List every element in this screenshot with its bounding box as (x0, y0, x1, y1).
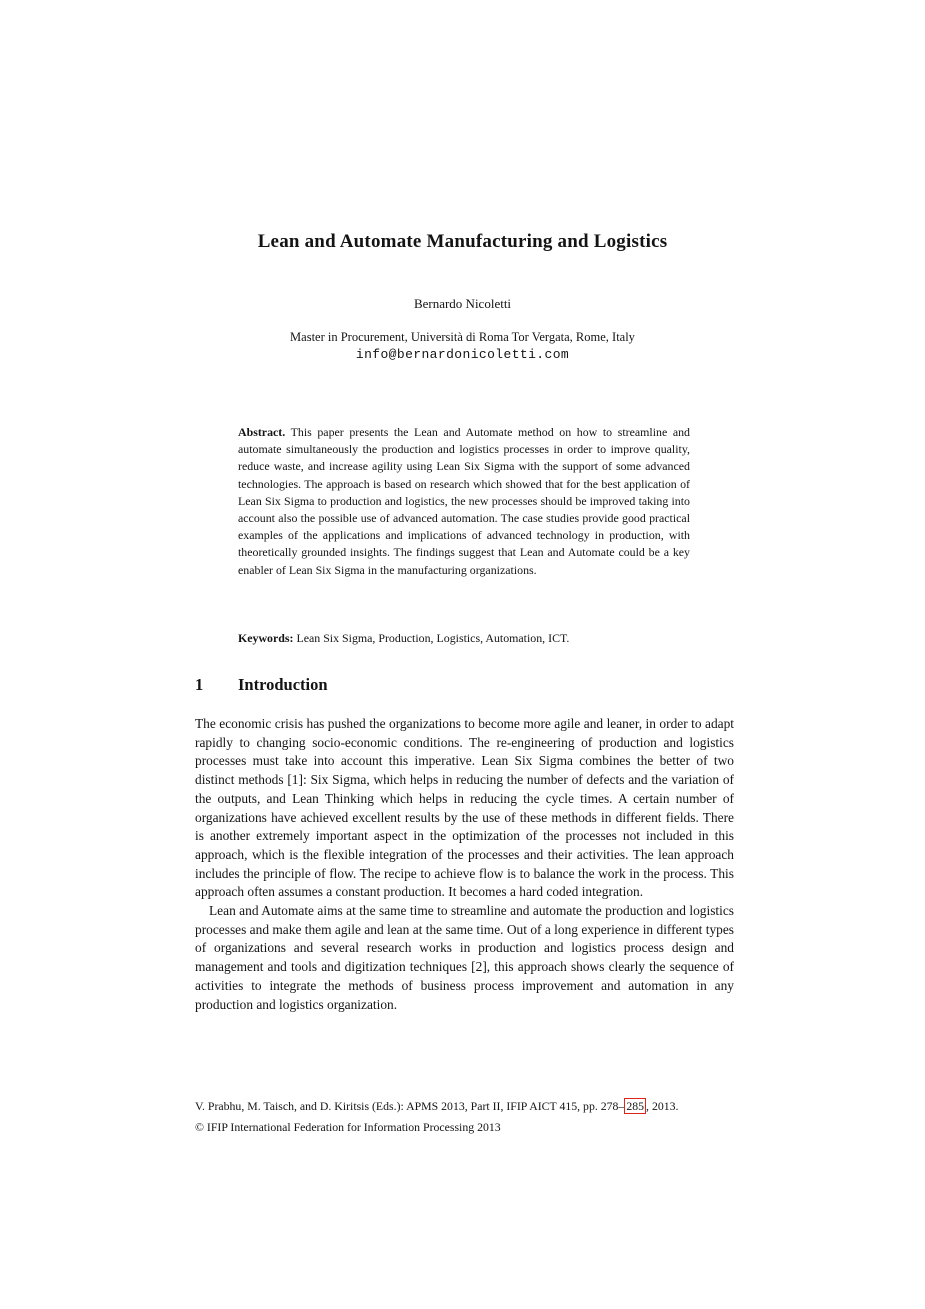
keywords-text: Lean Six Sigma, Production, Logistics, Automation, ICT. (293, 631, 570, 645)
section-title: Introduction (238, 675, 328, 694)
abstract-block (238, 424, 690, 579)
section-number: 1 (195, 675, 204, 694)
author-affiliation: Master in Procurement, Università di Roma Tor Vergata, Rome, Italy (290, 330, 635, 344)
page-number-link[interactable]: 285 (626, 1099, 645, 1113)
footer-copyright: © IFIP International Federation for Information Processing 2013 (195, 1120, 501, 1134)
page-footer (195, 1096, 755, 1138)
footer-citation-text: V. Prabhu, M. Taisch, and D. Kiritsis (Eds.): APMS 2013, Part II, IFIP AICT 415, pp. 278– (195, 1099, 625, 1113)
keywords-label: Keywords: (238, 631, 294, 645)
abstract-label: Abstract. (238, 425, 286, 439)
paper-title: Lean and Automate Manufacturing and Logistics (257, 231, 668, 252)
footer-citation (195, 1096, 755, 1117)
intro-paragraph-2: Lean and Automate aims at the same time to streamline and automate the production and logistics processes and make them agile and lean at the same time. Out of a long experience in different types of organizations and several research works in production and logistics process design and management and tools and digitization techniques [2], this approach shows clearly the sequence of activities to integrate the methods of business process improvement and automation in any production and logistics organization. (195, 903, 734, 1012)
intro-paragraph-1: The economic crisis has pushed the organizations to become more agile and leaner, in order to adapt rapidly to changing socio-economic conditions. The re-engineering of production and logistics processes must take into account this imperative. Lean Six Sigma combines the better of two distinct methods [1]: Six Sigma, which helps in reducing the number of defects and the variation of the outputs, and Lean Thinking which helps in reducing the cycle times. A certain number of organizations have achieved excellent results by the use of these methods in different fields. There is another extremely important aspect in the optimization of the processes not included in this approach, which is the flexible integration of the processes and their activities. The lean approach includes the principle of flow. The recipe to achieve flow is to balance the work in the process. This approach often assumes a constant production. It becomes a hard coded integration. (195, 716, 734, 900)
abstract-text: This paper presents the Lean and Automate method on how to streamline and automate simultaneously the production and logistics processes in order to improve quality, reduce waste, and increase agility using Lean Six Sigma with the support of some advanced technologies. The approach is based on research which showed that for the best application of Lean Six Sigma to production and logistics, the new processes should be improved taking into account also the possible use of advanced automation. The case studies provide good practical examples of the applications and implications of advanced technology in production, with theoretically grounded insights. The findings suggest that Lean and Automate could be a key enabler of Lean Six Sigma in the manufacturing organizations. (238, 425, 690, 577)
footer-citation-suffix: , 2013. (646, 1099, 679, 1113)
keywords-block (238, 630, 690, 647)
section-heading (195, 675, 734, 695)
introduction-body (195, 715, 734, 1014)
author-email: info@bernardonicoletti.com (355, 347, 570, 362)
author-name: Bernardo Nicoletti (413, 296, 512, 311)
